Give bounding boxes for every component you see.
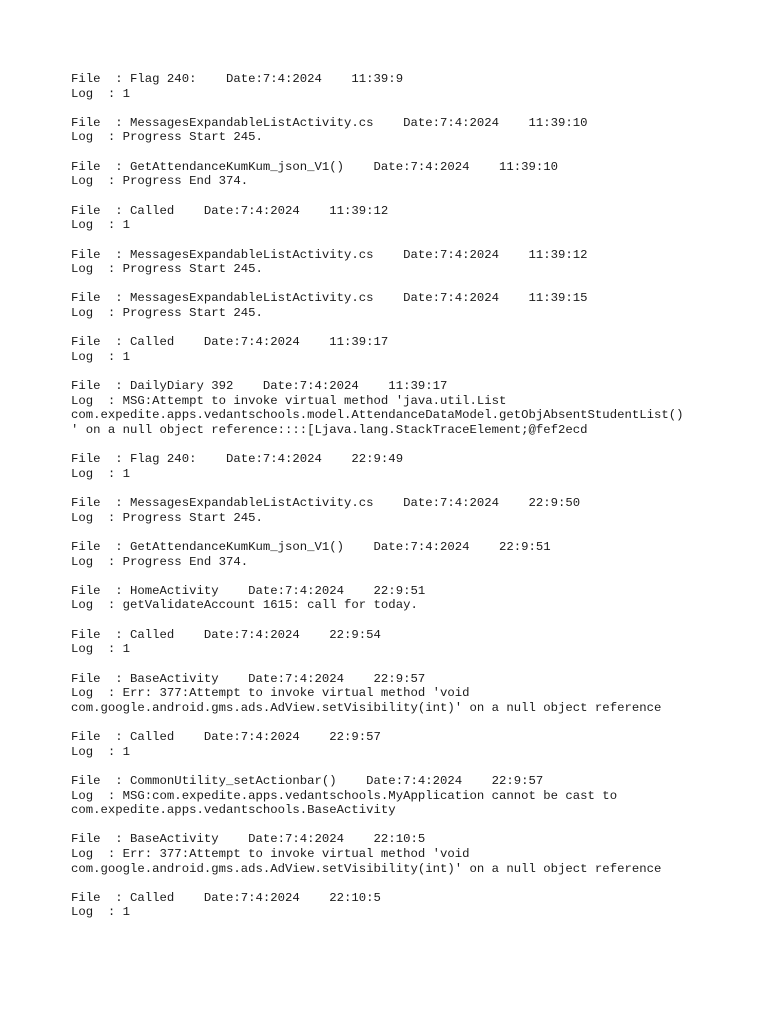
file-line: File : Called Date:7:4:2024 22:9:57 xyxy=(71,730,381,745)
log-line: Log : Progress Start 245. xyxy=(71,305,263,320)
log-line: Log : Err: 377:Attempt to invoke virtual method 'void xyxy=(71,846,470,861)
log-entry xyxy=(71,248,751,277)
log-line-continuation: com.expedite.apps.vedantschools.model.AttendanceDataModel.getObjAbsentStudentList() xyxy=(71,408,684,423)
log-entry xyxy=(71,160,751,189)
log-entry xyxy=(71,891,751,920)
log-entry xyxy=(71,379,751,437)
log-line-continuation: com.google.android.gms.ads.AdView.setVisibility(int)' on a null object reference xyxy=(71,700,662,715)
log-line: Log : getValidateAccount 1615: call for today. xyxy=(71,598,418,613)
log-line: Log : 1 xyxy=(71,905,131,920)
log-line-continuation: com.google.android.gms.ads.AdView.setVisibility(int)' on a null object reference xyxy=(71,861,662,876)
log-entry xyxy=(71,204,751,233)
log-line: Log : Progress End 374. xyxy=(71,174,249,189)
file-line: File : HomeActivity Date:7:4:2024 22:9:51 xyxy=(71,583,426,598)
log-entry xyxy=(71,832,751,876)
log-entry xyxy=(71,730,751,759)
log-line: Log : Progress Start 245. xyxy=(71,262,263,277)
log-line: Log : Progress Start 245. xyxy=(71,510,263,525)
log-entry xyxy=(71,72,751,101)
log-line-continuation: com.expedite.apps.vedantschools.BaseActivity xyxy=(71,803,396,818)
file-line: File : Called Date:7:4:2024 11:39:12 xyxy=(71,203,389,218)
file-line: File : MessagesExpandableListActivity.cs Date:7:4:2024 22:9:50 xyxy=(71,496,581,511)
log-entry xyxy=(71,584,751,613)
log-line-continuation: ' on a null object reference::::[Ljava.lang.StackTraceElement;@fef2ecd xyxy=(71,422,588,437)
log-entry xyxy=(71,335,751,364)
log-line: Log : MSG:Attempt to invoke virtual method 'java.util.List xyxy=(71,393,507,408)
log-line: Log : 1 xyxy=(71,744,131,759)
log-entry xyxy=(71,540,751,569)
file-line: File : Called Date:7:4:2024 11:39:17 xyxy=(71,335,389,350)
log-line: Log : MSG:com.expedite.apps.vedantschools.MyApplication cannot be cast to xyxy=(71,788,618,803)
log-document xyxy=(71,72,751,935)
log-line: Log : Err: 377:Attempt to invoke virtual method 'void xyxy=(71,686,470,701)
log-line: Log : Progress End 374. xyxy=(71,554,249,569)
file-line: File : GetAttendanceKumKum_json_V1() Date:7:4:2024 22:9:51 xyxy=(71,539,551,554)
file-line: File : DailyDiary 392 Date:7:4:2024 11:39:17 xyxy=(71,379,448,394)
file-line: File : CommonUtility_setActionbar() Date:7:4:2024 22:9:57 xyxy=(71,773,544,788)
file-line: File : MessagesExpandableListActivity.cs Date:7:4:2024 11:39:10 xyxy=(71,115,588,130)
file-line: File : MessagesExpandableListActivity.cs Date:7:4:2024 11:39:15 xyxy=(71,291,588,306)
file-line: File : BaseActivity Date:7:4:2024 22:9:57 xyxy=(71,671,426,686)
log-line: Log : Progress Start 245. xyxy=(71,130,263,145)
log-entry xyxy=(71,452,751,481)
file-line: File : Called Date:7:4:2024 22:10:5 xyxy=(71,890,381,905)
log-entry xyxy=(71,672,751,716)
log-line: Log : 1 xyxy=(71,86,131,101)
log-line: Log : 1 xyxy=(71,349,131,364)
file-line: File : Called Date:7:4:2024 22:9:54 xyxy=(71,627,381,642)
log-entry xyxy=(71,774,751,818)
log-entry xyxy=(71,628,751,657)
log-line: Log : 1 xyxy=(71,218,131,233)
log-entry xyxy=(71,291,751,320)
file-line: File : Flag 240: Date:7:4:2024 22:9:49 xyxy=(71,452,404,467)
file-line: File : Flag 240: Date:7:4:2024 11:39:9 xyxy=(71,72,404,86)
log-entry xyxy=(71,116,751,145)
file-line: File : BaseActivity Date:7:4:2024 22:10:5 xyxy=(71,832,426,847)
log-entry xyxy=(71,496,751,525)
log-line: Log : 1 xyxy=(71,466,131,481)
file-line: File : MessagesExpandableListActivity.cs Date:7:4:2024 11:39:12 xyxy=(71,247,588,262)
log-line: Log : 1 xyxy=(71,642,131,657)
file-line: File : GetAttendanceKumKum_json_V1() Date:7:4:2024 11:39:10 xyxy=(71,159,559,174)
